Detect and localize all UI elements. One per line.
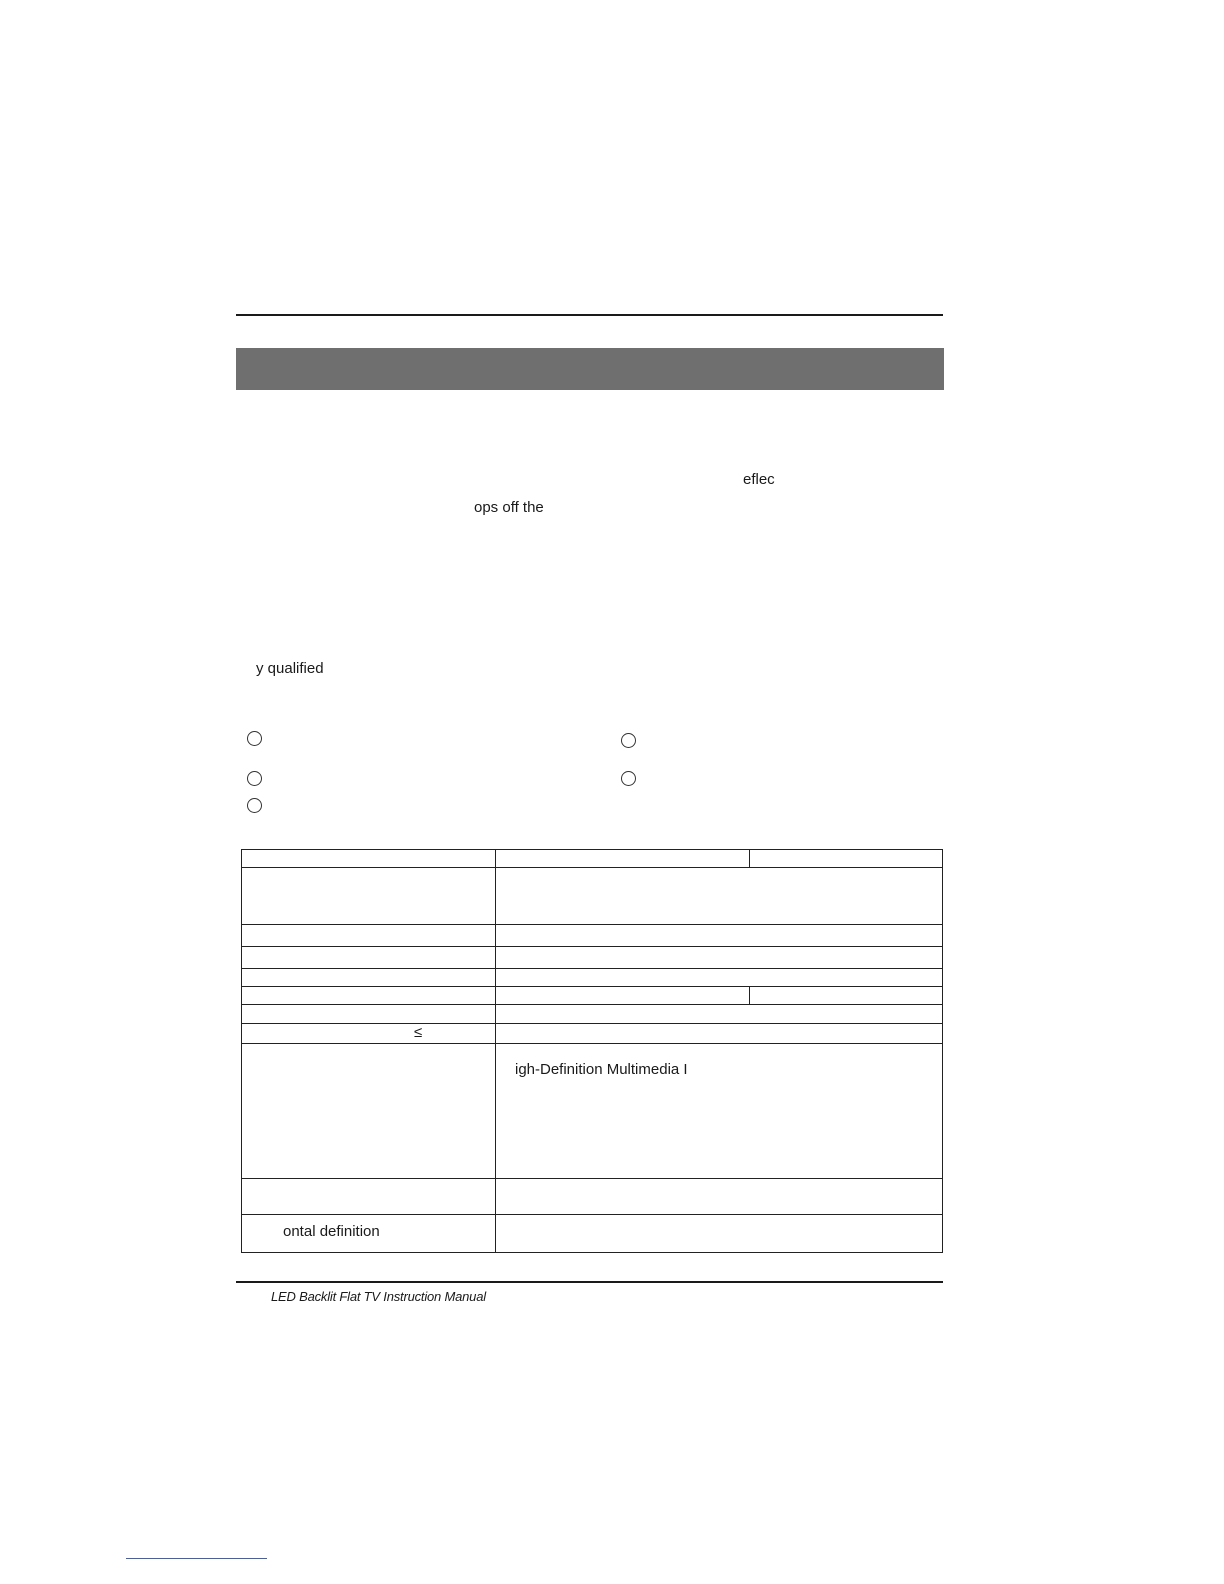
text-fragment-eflec: eflec	[743, 471, 775, 488]
table-row-divider	[241, 1023, 943, 1024]
table-row-divider	[241, 1178, 943, 1179]
table-row-divider	[241, 1214, 943, 1215]
table-row-divider	[241, 986, 943, 987]
top-rule	[236, 314, 943, 316]
bullet-circle-icon	[247, 771, 262, 786]
table-row-divider	[241, 867, 943, 868]
table-row-divider	[241, 924, 943, 925]
bottom-rule	[236, 1281, 943, 1283]
table-column-divider	[749, 986, 750, 1004]
horizontal-definition-fragment: ontal definition	[283, 1223, 380, 1240]
specification-table	[241, 849, 943, 1253]
bullet-circle-icon	[247, 731, 262, 746]
text-fragment-y-qualified: y qualified	[256, 660, 324, 677]
hdmi-text-fragment: igh-Definition Multimedia I	[515, 1061, 688, 1078]
table-row-divider	[241, 968, 943, 969]
footer-manual-title: LED Backlit Flat TV Instruction Manual	[271, 1289, 486, 1304]
table-column-divider	[749, 849, 750, 867]
table-column-divider	[495, 849, 496, 1253]
section-header-banner	[236, 348, 944, 390]
bullet-circle-icon	[621, 733, 636, 748]
bullet-circle-icon	[247, 798, 262, 813]
table-row-divider	[241, 1004, 943, 1005]
link-underline[interactable]	[126, 1558, 267, 1559]
text-fragment-ops-off-the: ops off the	[474, 499, 544, 516]
less-equal-symbol: ≤	[414, 1024, 423, 1041]
table-row-divider	[241, 1043, 943, 1044]
table-row-divider	[241, 946, 943, 947]
bullet-circle-icon	[621, 771, 636, 786]
